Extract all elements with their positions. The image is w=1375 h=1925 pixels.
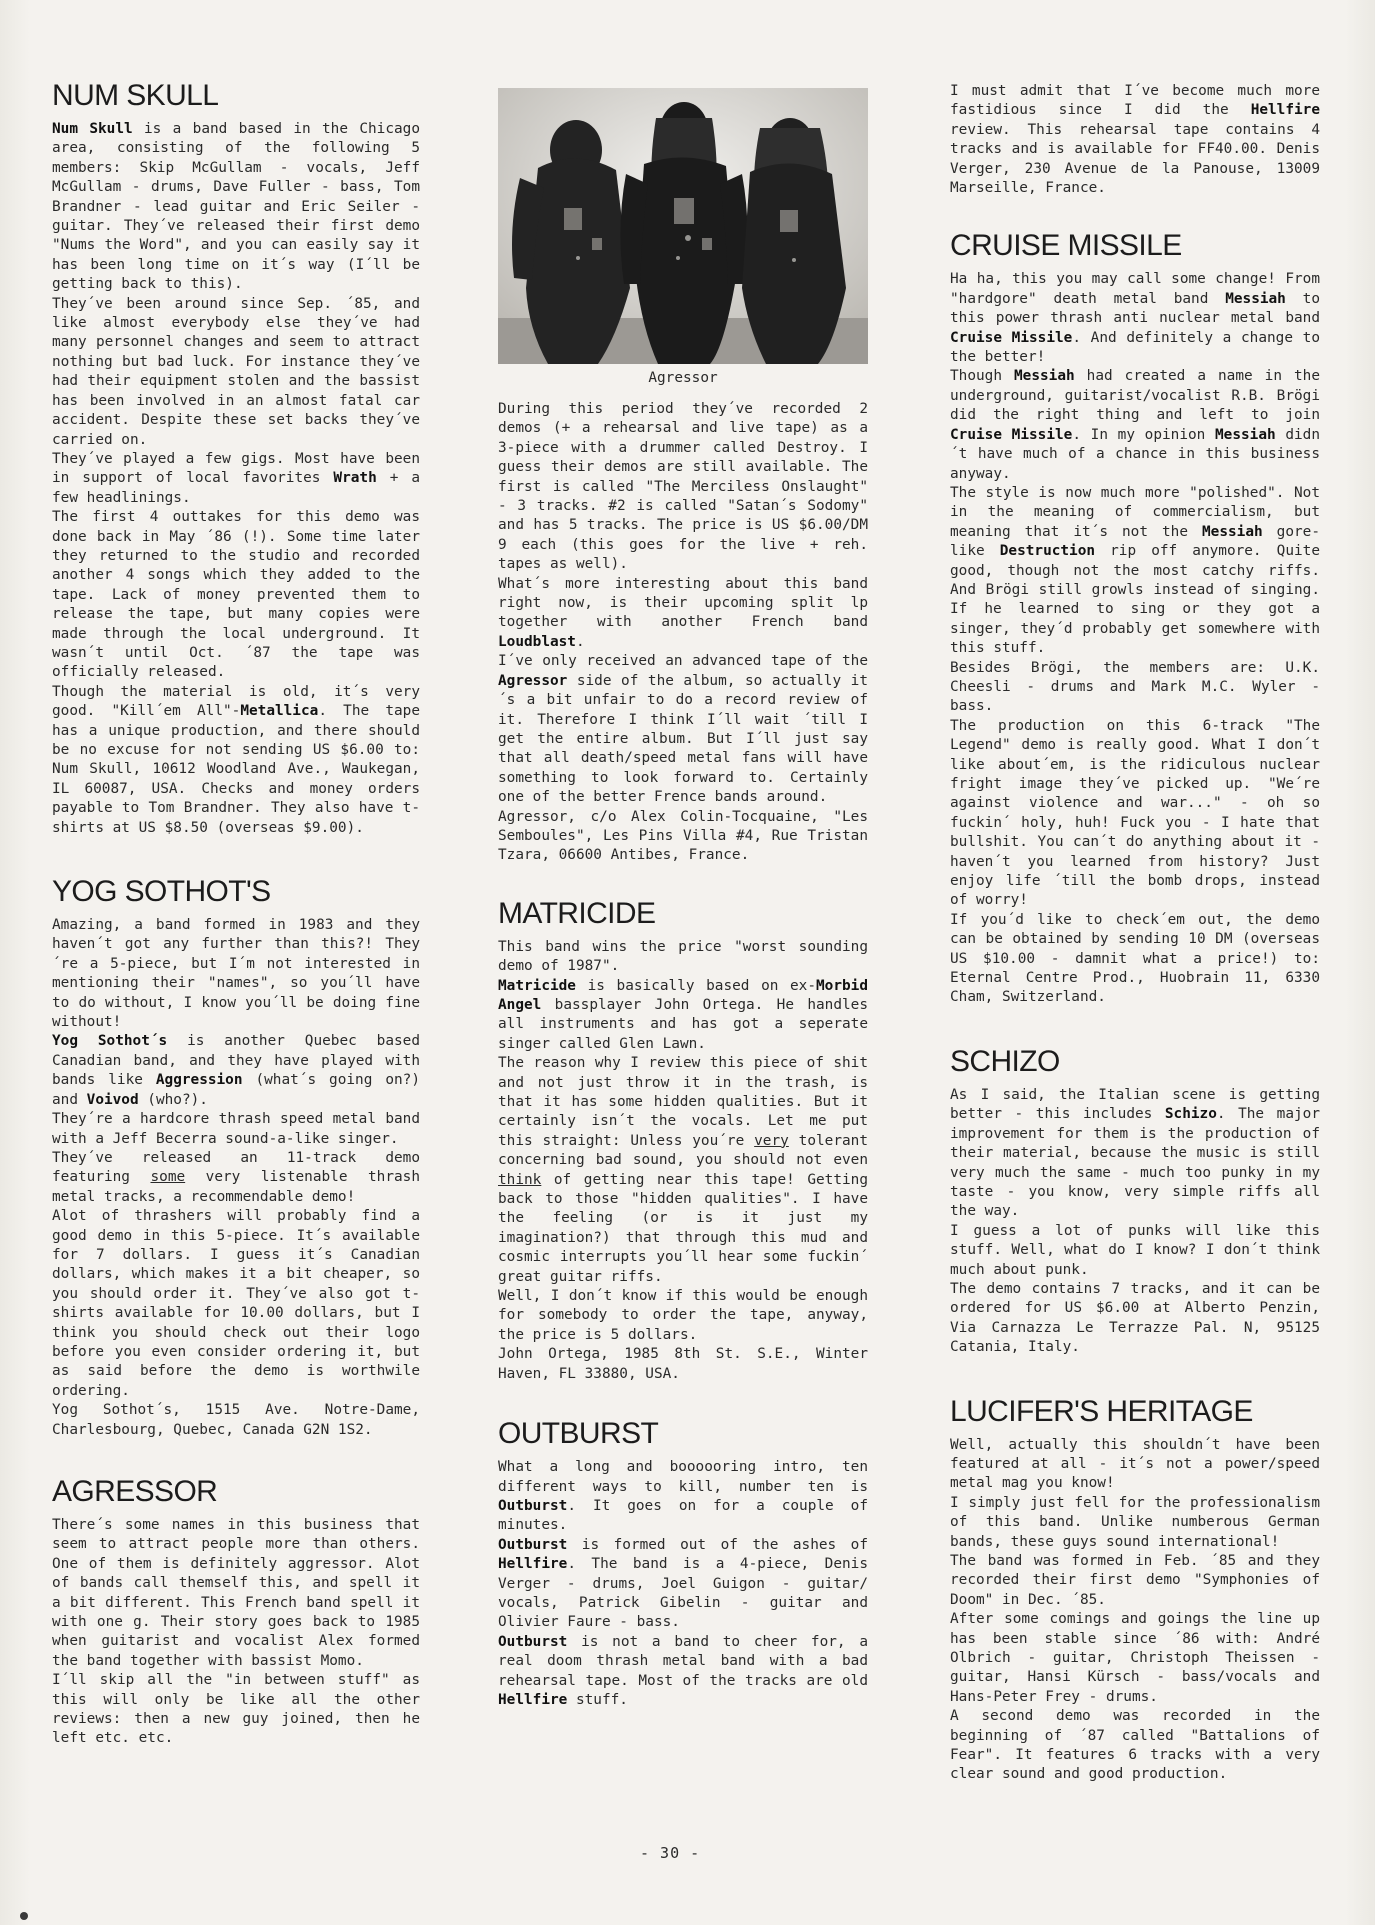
- review-title: MATRICIDE: [498, 896, 656, 930]
- paragraph: The style is now much more "polished". Not in the meaning of commercialism, but meaning that it´s not the Messiah gore-like Destruction rip off anymore. Quite good, though not the most catchy riffs. And Brögi still growls instead of singing. If he learned to sing or they got a singer, they´d probably get somewhere with this stuff.: [950, 484, 1321, 657]
- review-body: [52, 120, 420, 838]
- review-matricide: [498, 896, 868, 1384]
- review-title: CRUISE MISSILE: [950, 229, 1182, 263]
- review-body: [498, 938, 868, 1384]
- page-number: - 30 -: [640, 1844, 701, 1862]
- review-outburst: [498, 1416, 868, 1710]
- paragraph: John Ortega, 1985 8th St. S.E., Winter Haven, FL 33880, USA.: [498, 1346, 868, 1382]
- paragraph: The demo contains 7 tracks, and it can be ordered for US $6.00 at Alberto Penzin, Via Carnazza Le Terrazze Pal. N, 95125 Catania, Italy.: [950, 1280, 1320, 1356]
- paragraph: They´ve been around since Sep. ´85, and like almost everybody else they´ve had many personnel changes and seem to attract nothing but bad luck. For instance they´ve had their equipment stolen and the bassist has been involved in an almost fatal car accident. Despite these set backs they´ve carried on.: [52, 295, 420, 448]
- review-body: [498, 1458, 868, 1710]
- review-body: [950, 1436, 1320, 1785]
- review-title: AGRESSOR: [52, 1475, 218, 1508]
- agressor-photo: [498, 88, 868, 364]
- paragraph: The band was formed in Feb. ´85 and they recorded their first demo "Symphonies of Doom" in Dec. ´85.: [950, 1553, 1320, 1608]
- paragraph: Yog Sothot´s, 1515 Ave. Notre-Dame, Charlesbourg, Quebec, Canada G2N 1S2.: [52, 1402, 420, 1438]
- review-num-skull: [52, 78, 420, 838]
- column-3: [950, 82, 1320, 1821]
- paragraph: What a long and boooooring intro, ten different ways to kill, number ten is Outburst. It goes on for a couple of minutes.: [498, 1459, 868, 1534]
- paragraph: I´ll skip all the "in between stuff" as this will only be like all the other reviews: then a new guy joined, then he left etc. etc.: [52, 1672, 420, 1747]
- paragraph: They´re a hardcore thrash speed metal band with a Jeff Becerra sound-a-like singer.: [52, 1111, 420, 1147]
- paragraph: Outburst is formed out of the ashes of Hellfire. The band is a 4-piece, Denis Verger - drums, Joel Guigon - guitar/ vocals, Patrick Gibelin - guitar and Olivier Faure - bass.: [498, 1536, 868, 1631]
- review-body: [52, 1516, 420, 1749]
- paragraph: Though Messiah had created a name in the underground, guitarist/vocalist R.B. Brögi did the right thing and left to join Cruise Missile. In my opinion Messiah didn´t have much of a chance in this business anyway.: [950, 368, 1320, 482]
- paragraph: The production on this 6-track "The Legend" demo is really good. What I don´t like about´em, is the ridiculous nuclear fright image they´ve picked up. "We´re against violence and war..." - oh so fuckin´ holy, huh! Fuck you - I hate that bullshit. You can´t do anything about it - haven´t you learned from history? Just enjoy life ´till the bomb drops, instead of worry!: [950, 717, 1320, 909]
- paragraph: What´s more interesting about this band right now, is their upcoming split lp together with another French band Loudblast.: [498, 575, 868, 650]
- paragraph: I guess a lot of punks will like this stuff. Well, what do I know? I don´t think much about punk.: [950, 1222, 1320, 1278]
- review-agressor: [52, 1474, 420, 1749]
- paragraph: After some comings and goings the line up has been stable since ´86 with: André Olbrich - guitar, Christoph Theissen - guitar, Hansi Kürsch - bass/vocals and Hans-Peter Frey - drums.: [950, 1611, 1320, 1705]
- review-title: OUTBURST: [498, 1417, 659, 1451]
- column-1: [52, 78, 420, 1785]
- paragraph: Num Skull is a band based in the Chicago area, consisting of the following 5 members: Skip McGullam - vocals, Jeff McGullam - drums, Dave Fuller - bass, Tom Brandner - lead guitar and Eric Seiler - guitar. They´ve released their first demo "Nums the Word", and you can easily say it has been long time on it´s way (I´ll be getting back to this).: [52, 121, 420, 293]
- paragraph: They´ve released an 11-track demo featuring some very listenable thrash metal tracks, a recommendable demo!: [52, 1149, 420, 1205]
- paragraph: Matricide is basically based on ex-Morbid Angel bassplayer John Ortega. He handles all instruments and has got a seperate singer called Glen Lawn.: [498, 977, 868, 1052]
- print-speck: [20, 1912, 28, 1920]
- photo-image: [498, 88, 868, 364]
- paragraph: I simply just fell for the professionalism of this band. Unlike numberous German bands, these guys sound international!: [950, 1494, 1320, 1550]
- paragraph: As I said, the Italian scene is getting better - this includes Schizo. The major improvement for them is the production of their material, because the music is still very much the same - much too punky in my taste - you know, very simple riffs all the way.: [950, 1086, 1320, 1220]
- paragraph: The reason why I review this piece of shit and not just throw it in the trash, is that it has some hidden qualities. But it certainly isn´t the vocals. Let me put this straight: Unless you´re very tolerant concerning bad sound, you should not even think of getting near this tape! Getting back to those "hidden qualities". I have the feeling (or is it just my imagination?) that through this mud and cosmic interrupts you´ll hear some fuckin´ great guitar riffs.: [498, 1055, 868, 1285]
- paragraph: Agressor, c/o Alex Colin-Tocquaine, "Les Semboules", Les Pins Villa #4, Rue Tristan Tzara, 06600 Antibes, France.: [498, 808, 868, 864]
- paragraph: Besides Brögi, the members are: U.K. Cheesli - drums and Mark M.C. Wyler - bass.: [950, 659, 1320, 715]
- paragraph: Though the material is old, it´s very good. "Kill´em All"-Metallica. The tape has a unique production, and there should be no excuse for not sending US $6.00 to: Num Skull, 10612 Woodland Ave., Waukegan, IL 60087, USA. Checks and money orders payable to Tom Brandner. They also have t-shirts at US $8.50 (overseas $9.00).: [52, 683, 420, 836]
- review-agressor-cont: [498, 400, 868, 866]
- paragraph: I must admit that I´ve become much more fastidious since I did the Hellfire review. This rehearsal tape contains 4 tracks and is available for FF40.00. Denis Verger, 230 Avenue de la Panouse, 13009 Marseille, France.: [950, 83, 1320, 197]
- review-cruise-missile: [950, 228, 1320, 1007]
- paragraph: They´ve played a few gigs. Most have been in support of local favorites Wrath + a few headlinings.: [52, 450, 421, 506]
- review-schizo: [950, 1044, 1320, 1358]
- paragraph: During this period they´ve recorded 2 demos (+ a rehearsal and live tape) as a 3-piece with a drummer called Destroy. I guess their demos are still available. The first is called "The Merciless Onslaught" - 3 tracks. #2 is called "Satan´s Sodomy" and has 5 tracks. The price is US $6.00/DM 9 each (this goes for the live + reh. tapes as well).: [498, 401, 868, 573]
- paragraph: The first 4 outtakes for this demo was done back in May ´86 (!). Some time later they returned to the studio and recorded another 4 songs which they added to the tape. Lack of money prevented them to release the tape, but many copies were made through the local underground. It wasn´t until Oct. ´87 the tape was officially released.: [52, 509, 420, 681]
- review-title: YOG SOTHOT'S: [52, 875, 271, 909]
- paragraph: A second demo was recorded in the beginning of ´87 called "Battalions of Fear". It features 6 tracks with a very clear sound and good production.: [950, 1708, 1320, 1783]
- review-outburst-cont: [950, 82, 1320, 198]
- paragraph: Amazing, a band formed in 1983 and they haven´t got any further than this?! They´re a 5-piece, but I´m not interested in mentioning their "names", so you´ll have to do without, I know you´ll be doing fine without!: [52, 917, 420, 1031]
- review-title: LUCIFER'S HERITAGE: [950, 1394, 1253, 1428]
- review-lucifers-heritage: [950, 1394, 1320, 1785]
- review-yog-sothots: [52, 874, 420, 1440]
- review-body: [950, 1086, 1320, 1358]
- paragraph: Well, I don´t know if this would be enough for somebody to order the tape, anyway, the price is 5 dollars.: [498, 1288, 868, 1343]
- paragraph: Well, actually this shouldn´t have been featured at all - it´s not a power/speed metal mag you know!: [950, 1436, 1320, 1492]
- review-body: [950, 270, 1320, 1007]
- paragraph: This band wins the price "worst sounding demo of 1987".: [498, 938, 868, 975]
- column-2: [498, 88, 868, 1746]
- review-body: [52, 916, 420, 1440]
- paragraph: Alot of thrashers will probably find a good demo in this 5-piece. It´s available for 7 dollars. I guess it´s Canadian dollars, which makes it a bit cheaper, so you should order it. They´ve also got t-shirts available for 10.00 dollars, but I think you should check out their logo before you even consider ordering it, but as said before the demo is worthwile ordering.: [52, 1208, 420, 1399]
- paragraph: I´ve only received an advanced tape of the Agressor side of the album, so actually it´s a bit unfair to do a record review of it. Therefore I think I´ll wait ´till I get the entire album. But I´ll just say that all death/speed metal fans will have something to look forward to. Certainly one of the better Frence bands around.: [498, 653, 868, 806]
- review-body: [950, 82, 1320, 198]
- band-photo: [498, 88, 868, 388]
- paragraph: If you´d like to check´em out, the demo can be obtained by sending 10 DM (overseas US $10.00 - damnit what a price!) to: Eternal Centre Prod., Huobrain 11, 6330 Cham, Switzerland.: [950, 911, 1320, 1006]
- review-title: SCHIZO: [950, 1044, 1060, 1078]
- review-title: NUM SKULL: [52, 79, 219, 112]
- review-body: [498, 400, 868, 866]
- photo-caption: Agressor: [648, 370, 718, 386]
- paragraph: Yog Sothot´s is another Quebec based Canadian band, and they have played with bands like Aggression (what´s going on?) and Voivod (who?).: [52, 1033, 420, 1108]
- paragraph: There´s some names in this business that seem to attract people more than others. One of them is definitely aggressor. Alot of bands call themself this, and spell it a bit different. This French band spell it with one g. Their story goes back to 1985 when guitarist and vocalist Alex formed the band together with bassist Momo.: [52, 1517, 420, 1669]
- paragraph: Ha ha, this you may call some change! From "hardgore" death metal band Messiah to this power thrash anti nuclear metal band Cruise Missile. And definitely a change to the better!: [950, 271, 1321, 366]
- paragraph: Outburst is not a band to cheer for, a real doom thrash metal band with a bad rehearsal tape. Most of the tracks are old Hellfire stuff.: [498, 1633, 868, 1708]
